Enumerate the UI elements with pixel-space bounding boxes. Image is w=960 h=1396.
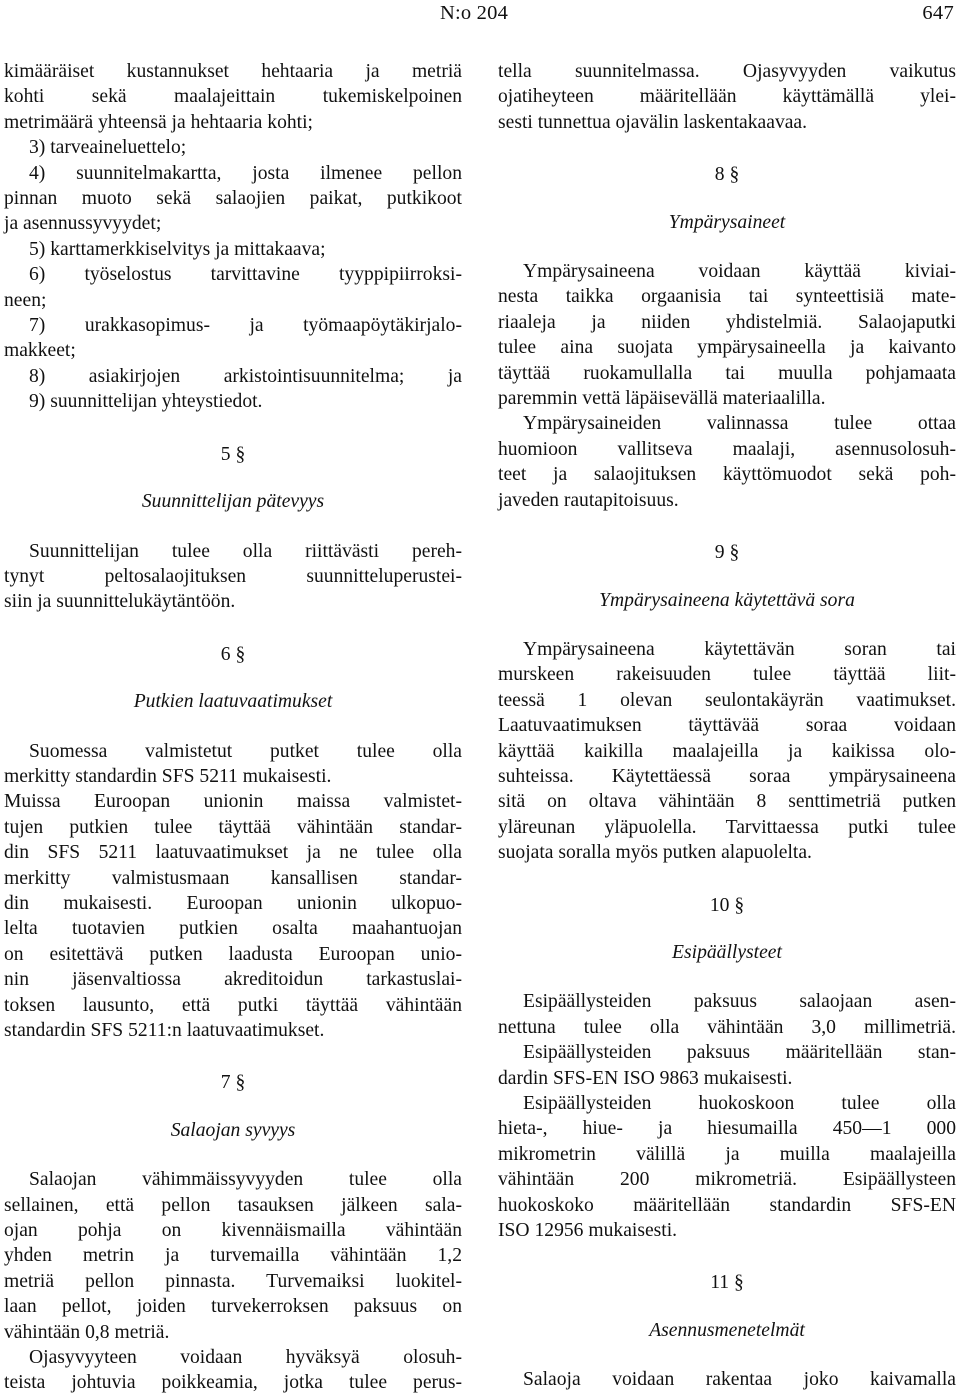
list-item: 7) urakkasopimus- ja työmaapöytäkirjalo- [29, 315, 462, 337]
requirements-list [4, 59, 462, 415]
paragraph-line: Esipäällysteiden huokoskoon tulee olla [523, 1093, 956, 1114]
paragraph-line: murskeen rakeisuuden tulee täyttää liit- [498, 664, 956, 686]
section-6 [4, 642, 462, 1044]
paragraph-line: nin jäsenvaltiossa akreditoidun tarkastuslai- [4, 969, 462, 991]
paragraph-line: javeden rautapitoisuus. [498, 489, 679, 511]
issue-number: N:o 204 [440, 2, 509, 24]
paragraph-line: Ojasyvyyteen voidaan hyväksyä olosuh- [29, 1347, 462, 1369]
list-item: 3) tarveaineluettelo; [29, 137, 187, 159]
section-title: Ympärysaineena käytettävä sora [599, 589, 855, 611]
paragraph-line: merkitty standardin SFS 5211 mukaisesti. [4, 765, 332, 787]
paragraph-line: tella suunnitelmassa. Ojasyvyyden vaikutus [498, 61, 956, 82]
paragraph-line: din mukaisesti. Euroopan unionin ulkopuo- [4, 892, 462, 914]
paragraph-line: huokoskoko määritellään standardin SFS-EN [498, 1194, 956, 1216]
paragraph-line: teista johtuvia poikkeamia, jotka tulee perus- [4, 1372, 462, 1394]
section-7 [4, 1070, 462, 1395]
list-line: ja asennussyvyydet; [4, 213, 162, 235]
paragraph-line: nesta taikka orgaanisia tai synteettisiä mate- [498, 286, 956, 308]
section-10 [498, 893, 956, 1244]
paragraph-line: sitä on oltava vähintään 8 senttimetriä putken [498, 791, 956, 813]
section-number: 11 § [710, 1272, 744, 1294]
section-title: Putkien laatuvaatimukset [133, 691, 333, 713]
list-item: 5) karttamerkkiselvitys ja mittakaava; [29, 238, 326, 260]
paragraph-line: siin ja suunnittelukäytäntöön. [4, 591, 236, 613]
list-line: kohti sekä maalajeittain tukemiskelpoinen [4, 86, 462, 108]
paragraph-line: merkitty valmistusmaan kansallisen standar- [4, 867, 462, 889]
list-line: kimääräiset kustannukset hehtaaria ja metriä [4, 61, 462, 82]
section-title: Asennusmenetelmät [649, 1319, 805, 1341]
list-line: neen; [4, 289, 47, 311]
paragraph-line: Suunnittelijan tulee olla riittävästi pereh- [29, 540, 462, 562]
paragraph-line: Ympärysaineiden valinnassa tulee ottaa [523, 413, 956, 435]
list-item: 8) asiakirjojen arkistointisuunnitelma; ja [29, 365, 462, 387]
section-number: 5 § [220, 443, 246, 465]
paragraph-line: riaaleja ja niiden yhdistelmiä. Salaojaputki [498, 311, 956, 333]
left-column [4, 59, 462, 1396]
section-title: Ympärysaineet [668, 211, 786, 233]
section-number: 7 § [220, 1072, 246, 1094]
section-number: 9 § [714, 542, 740, 564]
paragraph-line: paremmin vettä läpäisevällä materiaalilla. [498, 388, 826, 410]
paragraph-line: vähintään 200 mikrometriä. Esipäällysteen [498, 1169, 956, 1191]
paragraph-line: täyttää ruokamullalla tai muulla pohjamaata [498, 362, 956, 384]
section-8 [498, 162, 956, 513]
paragraph-line: teessä 1 olevan seulontakäyrän vaatimukset. [498, 689, 956, 711]
paragraph-line: din SFS 5211 laatuvaatimukset ja ne tulee olla [4, 842, 462, 864]
paragraph-line: ojatiheyteen määritellään käyttämällä ylei- [498, 86, 956, 108]
list-line: metrimäärä yhteensä ja hehtaaria kohti; [4, 111, 314, 133]
paragraph-line: lelta tuotavien putkien osalta maahantuojan [4, 918, 462, 940]
paragraph-line: standardin SFS 5211:n laatuvaatimukset. [4, 1020, 325, 1041]
paragraph-line: käyttää kaikilla maalajeilla ja kaikissa olo- [498, 740, 956, 762]
page-number: 647 [922, 2, 954, 24]
paragraph-line: Laatuvaatimuksen täyttävää soraa voidaan [498, 715, 956, 737]
paragraph-line: vähintään 0,8 metriä. [4, 1321, 170, 1343]
section-title: Suunnittelijan pätevyys [141, 491, 325, 513]
paragraph-line: Salaoja voidaan rakentaa joko kaivamalla [523, 1369, 956, 1391]
paragraph-line: Suomessa valmistetut putket tulee olla [29, 740, 462, 762]
paragraph-line: toksen lausunto, että putki täyttää vähintään [4, 994, 462, 1016]
paragraph-line: suojata soralla myös putken alapuolelta. [498, 842, 812, 864]
paragraph-line: suhteissa. Käytettäessä soraa ympärysaineena [498, 765, 956, 787]
list-line: pinnan muoto sekä salaojien paikat, putkikoot [4, 188, 462, 210]
paragraph-line: Esipäällysteiden paksuus salaojaan asen- [523, 991, 956, 1013]
paragraph-line: tujen putkien tulee täyttää vähintään standar- [4, 816, 462, 838]
page-header [0, 0, 960, 30]
section-5 [4, 442, 462, 615]
paragraph-line: sellainen, että pellon tasauksen jälkeen sala- [4, 1194, 462, 1216]
section-number: 6 § [220, 643, 246, 665]
paragraph-line: dardin SFS-EN ISO 9863 mukaisesti. [498, 1067, 793, 1089]
paragraph-line: laan pellot, joiden turvekerroksen paksuus on [4, 1296, 462, 1318]
paragraph-line: huomioon vallitseva maalaji, asennusolosuh- [498, 438, 956, 460]
paragraph-line: tynyt peltosalaojituksen suunnitteluperustei- [4, 565, 462, 587]
section-11 [498, 1270, 956, 1392]
paragraph-line: on esitettävä putken laadusta Euroopan unio- [4, 943, 462, 965]
section-title: Salaojan syvyys [170, 1119, 296, 1141]
list-item: 9) suunnittelijan yhteystiedot. [29, 391, 263, 413]
paragraph-line: Ympärysaineena voidaan käyttää kiviai- [523, 261, 956, 283]
list-item: 6) työselostus tarvittavine tyyppipiirroksi- [29, 264, 462, 286]
paragraph-line: hieta-, hiue- ja hiesumailla 450—1 000 [498, 1118, 956, 1140]
paragraph-line: sesti tunnettua ojavälin laskentakaavaa. [498, 111, 808, 133]
section-number: 8 § [714, 164, 740, 186]
section-title: Esipäällysteet [672, 941, 782, 963]
paragraph-line: Ympärysaineena käytettävän soran tai [523, 638, 956, 660]
paragraph-line: tulee aina suojata ympärysaineella ja kaivanto [498, 337, 956, 359]
paragraph-line: teet ja salaojituksen käyttömuodot sekä poh- [498, 464, 956, 486]
paragraph-line: mikrometrin välillä ja muilla maalajeilla [498, 1143, 956, 1165]
section-9 [498, 540, 956, 865]
paragraph-line: yhden metrin ja turvemailla vähintään 1,2 [4, 1245, 462, 1267]
section-number: 10 § [709, 894, 745, 916]
paragraph-line: Salaojan vähimmäissyvyyden tulee olla [29, 1169, 462, 1191]
paragraph-line: ISO 12956 mukaisesti. [498, 1220, 678, 1242]
paragraph-line: nettuna tulee olla vähintään 3,0 millimetriä. [498, 1016, 956, 1038]
list-line: makkeet; [4, 340, 76, 362]
paragraph-line: ojan pohja on kivennäismailla vähintään [4, 1220, 462, 1242]
paragraph-line: Esipäällysteiden paksuus määritellään stan- [523, 1042, 956, 1064]
list-item: 4) suunnitelmakartta, josta ilmenee pellon [29, 162, 462, 184]
section-7-continuation [498, 59, 956, 135]
paragraph-line: Muissa Euroopan unionin maissa valmistet- [4, 791, 462, 813]
right-column [498, 59, 956, 1393]
paragraph-line: metriä pellon pinnasta. Turvemaiksi luokitel- [4, 1270, 462, 1292]
paragraph-line: yläreunan yläpuolella. Tarvittaessa putki tulee [498, 816, 956, 838]
